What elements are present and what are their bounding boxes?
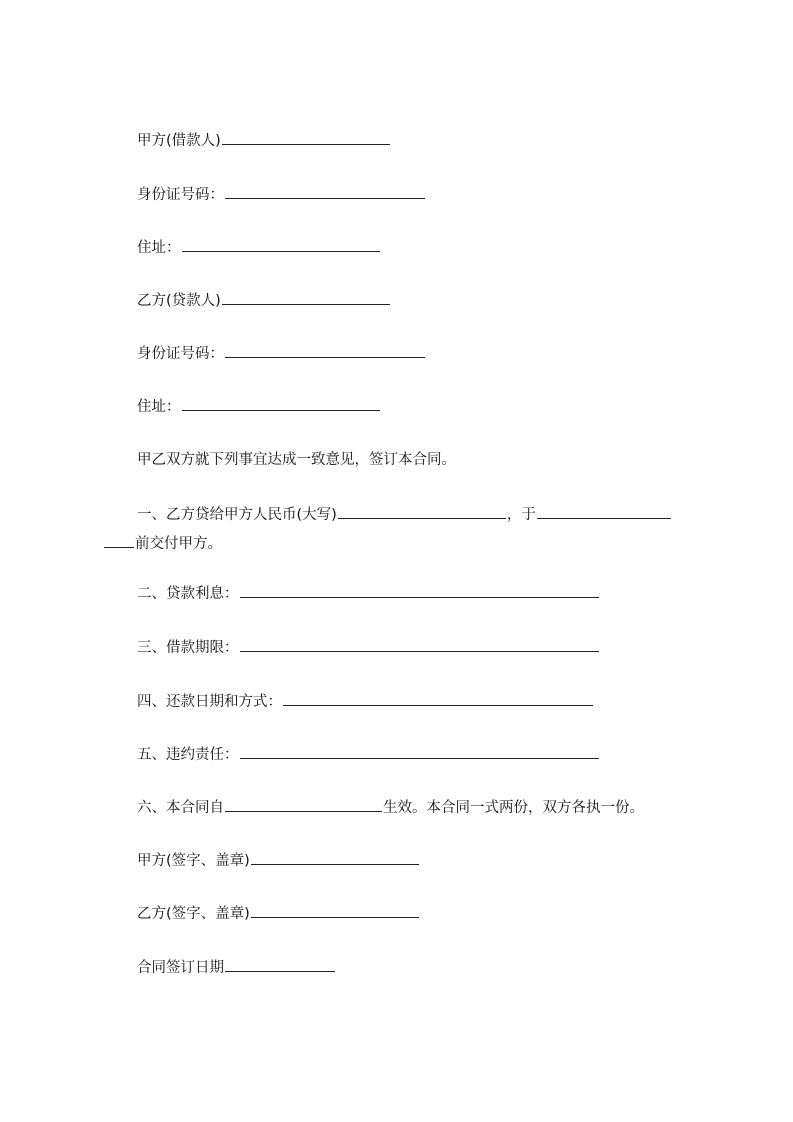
lender-sign-label: 甲方(签字、盖章) — [137, 853, 250, 869]
clause-2-label: 二、贷款利息： — [137, 586, 239, 602]
borrower-id-row — [137, 342, 426, 364]
borrower-row — [137, 289, 391, 311]
clause-3-row — [137, 636, 600, 658]
lender-row — [137, 129, 391, 151]
borrower-address-blank[interactable] — [182, 395, 380, 411]
clause-1-continuation — [104, 532, 222, 554]
intro-text: 甲乙双方就下列事宜达成一致意见，签订本合同。 — [137, 452, 456, 468]
loan-amount-blank[interactable] — [338, 503, 506, 519]
sign-date-label: 合同签订日期 — [137, 960, 224, 976]
borrower-id-label: 身份证号码： — [137, 346, 224, 362]
lender-id-row — [137, 183, 426, 205]
borrower-label: 乙方(贷款人) — [137, 293, 221, 309]
effective-date-blank[interactable] — [225, 796, 382, 812]
lender-address-row — [137, 236, 381, 258]
lender-address-blank[interactable] — [182, 236, 380, 252]
borrower-name-blank[interactable] — [222, 289, 390, 305]
clause-5-label: 五、违约责任： — [137, 747, 239, 763]
clause-4-label: 四、还款日期和方式： — [137, 694, 282, 710]
clause-3-label: 三、借款期限： — [137, 640, 239, 656]
lender-id-label: 身份证号码： — [137, 187, 224, 203]
lender-address-label: 住址： — [137, 240, 181, 256]
lender-id-blank[interactable] — [225, 183, 425, 199]
lender-sign-blank[interactable] — [251, 849, 419, 865]
sign-date-blank[interactable] — [225, 956, 335, 972]
borrower-sign-label: 乙方(签字、盖章) — [137, 906, 250, 922]
lender-label: 甲方(借款人) — [137, 133, 221, 149]
lender-sign-row — [137, 849, 420, 871]
borrower-address-label: 住址： — [137, 399, 181, 415]
clause-1-part-c: 前交付甲方。 — [135, 536, 222, 552]
borrower-sign-blank[interactable] — [251, 902, 419, 918]
sign-date-row — [137, 956, 336, 978]
delivery-date-blank-continued[interactable] — [104, 532, 134, 548]
clause-1-part-a: 一、乙方贷给甲方人民币(大写) — [137, 507, 337, 523]
repayment-blank[interactable] — [283, 690, 593, 706]
liability-blank[interactable] — [240, 743, 599, 759]
clause-6-part-a: 六、本合同自 — [137, 800, 224, 816]
borrower-id-blank[interactable] — [225, 342, 425, 358]
loan-term-blank[interactable] — [240, 636, 599, 652]
clause-5-row — [137, 743, 600, 765]
clause-6-part-b: 生效。本合同一式两份，双方各执一份。 — [383, 800, 644, 816]
clause-1-row — [137, 503, 672, 525]
clause-2-row — [137, 582, 600, 604]
clause-1-part-b: ，于 — [506, 507, 536, 523]
delivery-date-blank[interactable] — [537, 503, 671, 519]
borrower-address-row — [137, 395, 381, 417]
clause-4-row — [137, 690, 594, 712]
borrower-sign-row — [137, 902, 420, 924]
loan-interest-blank[interactable] — [240, 582, 599, 598]
lender-name-blank[interactable] — [222, 129, 390, 145]
clause-6-row — [137, 796, 644, 818]
